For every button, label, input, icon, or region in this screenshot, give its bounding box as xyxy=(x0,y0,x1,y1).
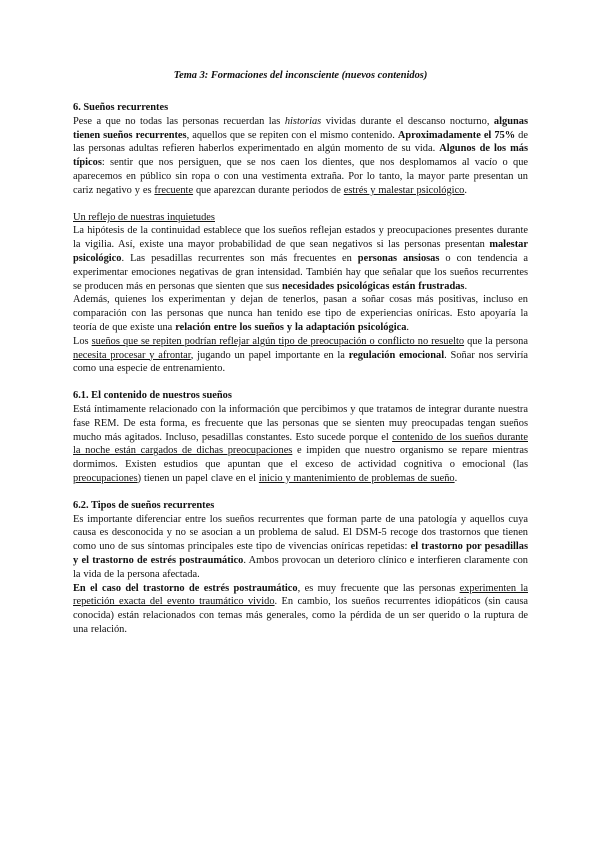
document-title: Tema 3: Formaciones del inconsciente (nuevos contenidos) xyxy=(173,70,428,81)
paragraph-contenido-suenos: Está íntimamente relacionado con la información que percibimos y que tratamos de integrar durante nuestra fase REM. De esta forma, es frecuente que las personas que se sienten muy preocupadas tengan sueños mucho más agitados. Incluso, pesadillas constantes. Esto sucede porque el contenido de los sueños durante la noche están cargados de dichas preocupaciones e impiden que nuestro organismo se repare mientras dormimos. Existen estudios que apuntan que el exceso de actividad cognitiva o emocional (las preocupaciones) tienen un papel clave en el inicio y mantenimiento de problemas de sueño. xyxy=(73,403,528,484)
paragraph-hipotesis-continuidad: La hipótesis de la continuidad establece que los sueños reflejan estados y preocupaciones presentes durante la vigilia. Así, existe una mayor probabilidad de que sean negativos si las personas presentan malestar psicológico. Las pesadillas recurrentes son más frecuentes en personas ansiosas o con tendencia a experimentar emociones negativas de gran intensidad. También hay que señalar que los sueños recurrentes se producen más en personas que sienten que sus necesidades psicológicas están frustradas. xyxy=(73,225,529,292)
section-heading-6-1: 6.1. El contenido de nuestros sueños xyxy=(73,390,232,402)
subheading-reflejo: Un reflejo de nuestras inquietudes xyxy=(73,211,215,223)
paragraph-estres-postraumatico: En el caso del trastorno de estrés postraumático, es muy frecuente que las personas experimenten la repetición exacta del evento traumático vivido. En cambio, los sueños recurrentes idiopáticos (sin causa conocida) están relacionados con temas más generales, como la pérdida de un ser querido o la ruptura de una relación. xyxy=(73,582,528,635)
paragraph-regulacion: Los sueños que se repiten podrían reflejar algún tipo de preocupación o conflicto no resuelto que la persona necesita procesar y afrontar, jugando un papel importante en la regulación emocional. Soñar nos serviría como una especie de entrenamiento. xyxy=(73,335,528,375)
paragraph-tipos-suenos: Es importante diferenciar entre los sueños recurrentes que forman parte de una patología y aquellos cuya causa es desconocida y no se asocian a un problema de salud. El DSM-5 recoge dos trastornos que tienen como uno de sus síntomas principales este tipo de vivencias oníricas repetidas: el trastorno por pesadillas y el trastorno de estrés postraumático. Ambos provocan un deterioro clínico e interfieren claramente con la vida de la persona afectada. xyxy=(73,513,529,580)
section-heading-6-2: 6.2. Tipos de sueños recurrentes xyxy=(73,499,215,511)
paragraph-suenos-recurrentes: Pese a que no todas las personas recuerdan las historias vividas durante el descanso nocturno, algunas tienen sueños recurrentes, aquellos que se repiten con el mismo contenido. Aproximadamente el 75% de las personas adultas refieren haberlos experimentado en algún momento de su vida. Algunos de los más típicos: sentir que nos persiguen, que se nos caen los dientes, que nos desplomamos al vacío o que aparecemos en público sin ropa o con una vestimenta extraña. Por lo tanto, la mayor parte presentan un cariz negativo y es frecuente que aparezcan durante periodos de estrés y malestar psicológico. xyxy=(73,115,528,196)
paragraph-adaptacion: Además, quienes los experimentan y dejan de tenerlos, pasan a soñar cosas más positivas, incluso en comparación con las personas que nunca han tenido ese tipo de experiencias oníricas. Esto apoyaría la teoría de que existe una relación entre los sueños y la adaptación psicológica. xyxy=(73,294,528,333)
section-heading-6: 6. Sueños recurrentes xyxy=(73,102,169,113)
